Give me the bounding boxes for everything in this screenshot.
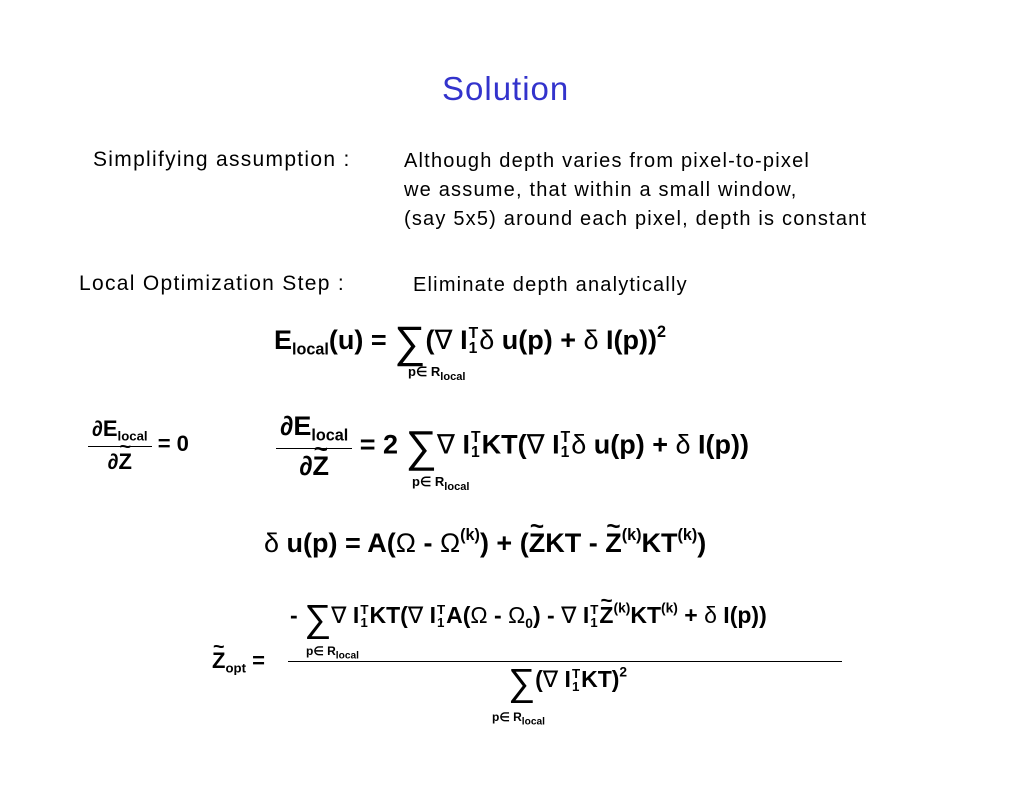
equation-derivative-zero: $\frac{\partial E_{local}}{\partial\sim Z}$ = 0	[88, 416, 189, 475]
local-step-description: Eliminate depth analytically	[413, 274, 688, 296]
assumption-line-1: Although depth varies from pixel-to-pixel	[404, 150, 811, 172]
equation-z-opt-numerator: - ∑∇ I T 1 KT(∇ I T 1 $A(\Omega - \Omega_0)$ - ∇ I T 1 ~ $Z^{(k)}KT^{(k)} + \delta$ I(p))	[290, 598, 767, 641]
sum-index-2: p∈ Rlocal	[412, 474, 470, 493]
local-step-label: Local Optimization Step :	[79, 272, 345, 295]
assumption-line-2: we assume, that within a small window,	[404, 179, 798, 201]
equation-derivative-expanded: $\frac{\partial E_{local}}{\partial\sim Z}$ = 2 ∑∇ I T 1 KT(∇ I T 1 δ u(p) + δ I(p))	[276, 411, 749, 482]
equation-z-opt-denominator: ∑(∇ I T 1 KT)$^2$	[508, 662, 628, 704]
equation-z-opt-lhs: ~ $Z_{opt}$ =	[212, 648, 265, 676]
sum-index-4: p∈ $R_{local}$	[492, 710, 546, 728]
slide-title: Solution	[442, 70, 570, 107]
assumption-label: Simplifying assumption :	[93, 148, 351, 171]
equation-local-energy: $E_{local}(u)$ = ∑(∇ I T 1 δ u(p) + δ I(p))$^2$	[274, 318, 666, 367]
sum-index-1: p∈ Rlocal	[408, 364, 466, 383]
equation-delta-u: δ $u(p) = A(\Omega - \Omega^{(k)})$ + (~ ZKT - ~ $Z^{(k)}KT^{(k)}$)	[264, 526, 706, 559]
sum-index-3: p∈ $R_{local}$	[306, 644, 360, 662]
assumption-line-3: (say 5x5) around each pixel, depth is constant	[404, 208, 868, 230]
